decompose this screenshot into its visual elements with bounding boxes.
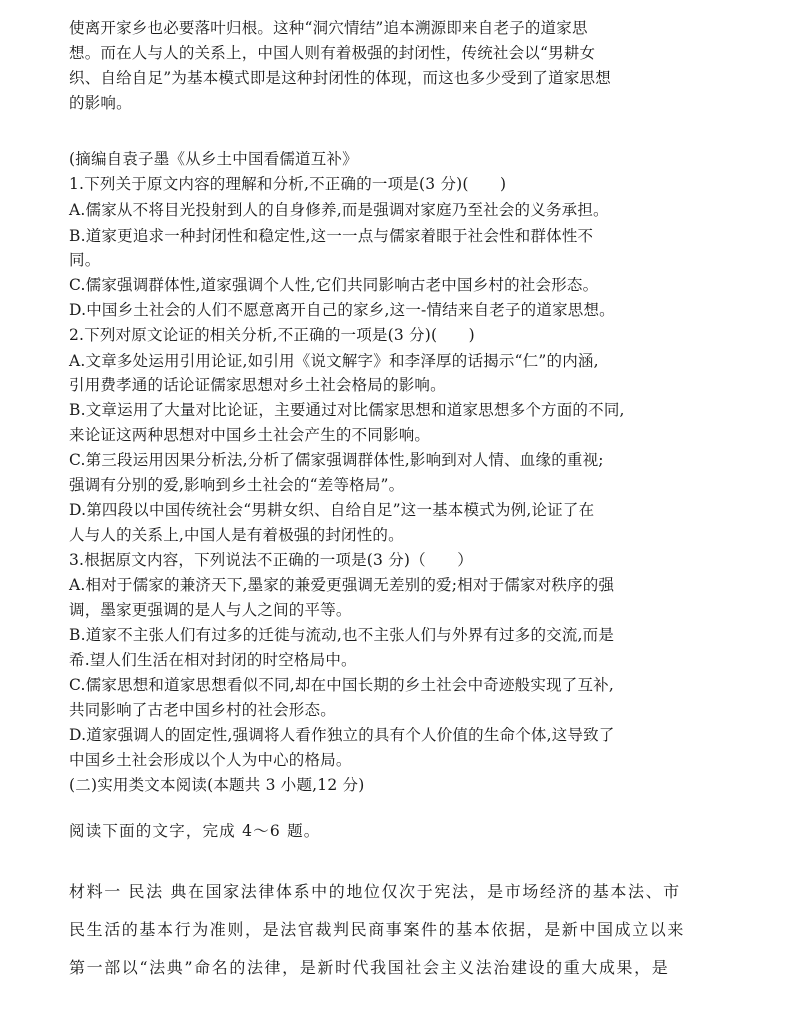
- question-1-option-b: B.道家更追求一种封闭性和稳定性,这一一点与儒家着眼于社会性和群体性不: [69, 227, 594, 245]
- question-3-stem: 3.根据原文内容，下列说法不正确的一项是(3 分)（ ）: [69, 551, 473, 569]
- question-3-option-a: A.相对于儒家的兼济天下,墨家的兼爱更强调无差别的爱;相对于儒家对秩序的强: [69, 576, 615, 594]
- question-1-stem: 1.下列关于原文内容的理解和分析,不正确的一项是(3 分)( ): [69, 175, 507, 193]
- material-one-line: 第一部以“法典”命名的法律，是新时代我国社会主义法治建设的重大成果，是: [69, 958, 670, 977]
- question-3-option-d-cont: 中国乡土社会形成以个人为中心的格局。: [69, 751, 352, 769]
- question-2-option-d-cont: 人与人的关系上,中国人是有着极强的封闭性的。: [69, 526, 404, 544]
- question-2-option-c: C.第三段运用因果分析法,分析了儒家强调群体性,影响到对人情、血缘的重视;: [69, 451, 604, 469]
- passage-line: 织、自给自足”为基本模式即是这种封闭性的体现，而这也多少受到了道家思想: [69, 69, 611, 87]
- question-3-option-d: D.道家强调人的固定性,强调将人看作独立的具有个人价值的生命个体,这导致了: [69, 726, 615, 744]
- question-2-option-c-cont: 强调有分别的爱,影响到乡土社会的“差等格局”。: [69, 476, 405, 494]
- question-1-option-a: A.儒家从不将目光投射到人的自身修养,而是强调对家庭乃至社会的义务承担。: [69, 201, 609, 219]
- passage-line: 的影响。: [69, 94, 132, 112]
- question-2-option-a-cont: 引用费孝通的话论证儒家思想对乡土社会格局的影响。: [69, 376, 446, 394]
- question-1-option-c: C.儒家强调群体性,道家强调个人性,它们共同影响古老中国乡村的社会形态。: [69, 276, 599, 294]
- question-2-option-b: B.文章运用了大量对比论证，主要通过对比儒家思想和道家思想多个方面的不同,: [69, 401, 625, 419]
- question-1-option-b-cont: 同。: [69, 251, 101, 269]
- question-3-option-c: C.儒家思想和道家思想看似不同,却在中国长期的乡土社会中奇迹般实现了互补,: [69, 676, 614, 694]
- question-2-option-a: A.文章多处运用引用论证,如引用《说文解字》和李泽厚的话揭示“仁”的内涵,: [69, 352, 599, 370]
- question-3-option-b-cont: 希.望人们生活在相对封闭的时空格局中。: [69, 651, 357, 669]
- question-3-option-b: B.道家不主张人们有过多的迁徙与流动,也不主张人们与外界有过多的交流,而是: [69, 626, 615, 644]
- question-3-option-a-cont: 调，墨家更强调的是人与人之间的平等。: [69, 601, 352, 619]
- question-2-option-d: D.第四段以中国传统社会“男耕女织、自给自足”这一基本模式为例,论证了在: [69, 501, 595, 519]
- question-2-option-b-cont: 来论证这两种思想对中国乡土社会产生的不同影响。: [69, 426, 431, 444]
- question-3-option-c-cont: 共同影响了古老中国乡村的社会形态。: [69, 701, 336, 719]
- material-one-line: 民生活的基本行为准则，是法官裁判民商事案件的基本依据，是新中国成立以来: [69, 920, 686, 939]
- material-one-line: 材料一 民法 典在国家法律体系中的地位仅次于宪法，是市场经济的基本法、市: [69, 882, 681, 901]
- question-2-stem: 2.下列对原文论证的相关分析,不正确的一项是(3 分)( ): [69, 326, 475, 344]
- question-1-option-d: D.中国乡土社会的人们不愿意离开自己的家乡,这一-情结来自老子的道家思想。: [69, 301, 615, 319]
- passage-line: 使离开家乡也必要落叶归根。这种“洞穴情结”追本溯源即来自老子的道家思: [69, 19, 588, 37]
- source-note: (摘编自袁子墨《从乡土中国看儒道互补》: [69, 150, 358, 168]
- passage-line: 想。而在人与人的关系上，中国人则有着极强的封闭性，传统社会以“男耕女: [69, 44, 596, 62]
- section-heading: (二)实用类文本阅读(本题共 3 小题,12 分): [69, 776, 365, 794]
- instruction: 阅读下面的文字，完成 4～6 题。: [69, 822, 321, 840]
